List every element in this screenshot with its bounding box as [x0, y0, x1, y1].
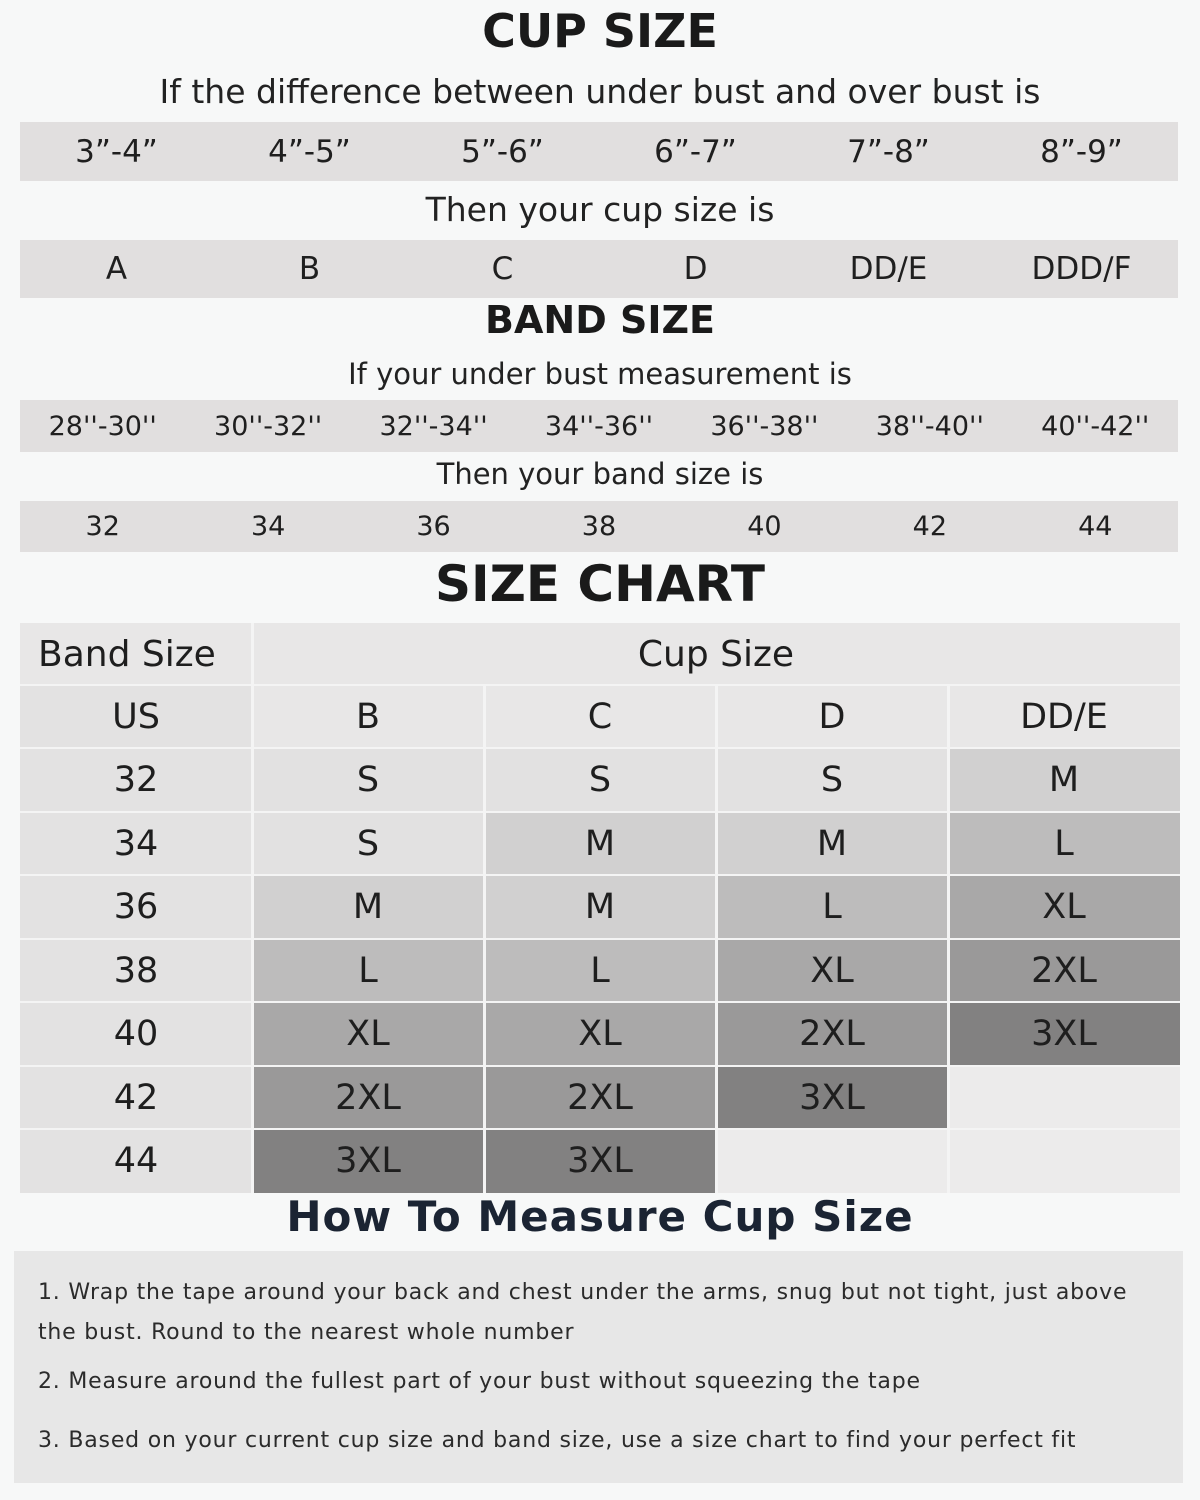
size-cell: L	[484, 939, 716, 1002]
size-cell: L	[252, 939, 484, 1002]
grid-row-divider	[20, 811, 1180, 813]
cup-letter-cell: A	[105, 251, 128, 287]
grid-row-divider	[20, 1065, 1180, 1067]
grid-row-divider	[20, 1001, 1180, 1003]
empty-cell	[716, 1129, 948, 1193]
size-cell: 3XL	[484, 1129, 716, 1193]
size-cell: L	[948, 812, 1180, 875]
size-cell: XL	[252, 1002, 484, 1066]
difference-cell: 8”-9”	[1040, 133, 1123, 170]
band-row-label: 40	[20, 1002, 252, 1066]
band-measurement-prompt: If your under bust measurement is	[348, 357, 852, 391]
cup-letter-cell: C	[491, 251, 514, 287]
grid-row-divider	[20, 1128, 1180, 1130]
size-cell: M	[948, 748, 1180, 812]
cup-column-header: C	[484, 685, 716, 748]
measurement-cell: 30''-32''	[214, 410, 323, 442]
size-cell: 3XL	[948, 1002, 1180, 1066]
difference-cell: 6”-7”	[654, 133, 737, 170]
band-row-label: 44	[20, 1129, 252, 1193]
measurement-cell: 28''-30''	[48, 410, 157, 442]
size-cell: L	[716, 875, 948, 939]
size-cell: 2XL	[484, 1066, 716, 1129]
difference-cell: 7”-8”	[847, 133, 930, 170]
howto-step-2: 2. Measure around the fullest part of your bust without squeezing the tape	[38, 1369, 921, 1394]
size-cell: XL	[948, 875, 1180, 939]
measurement-cell: 38''-40''	[875, 410, 984, 442]
empty-cell	[948, 1066, 1180, 1129]
band-size-cell: 40	[747, 511, 782, 542]
difference-cell: 4”-5”	[268, 133, 351, 170]
band-size-cell: 32	[85, 511, 120, 542]
size-cell: 2XL	[716, 1002, 948, 1066]
grid-row-divider	[20, 938, 1180, 940]
size-cell: XL	[716, 939, 948, 1002]
size-cell: S	[252, 812, 484, 875]
size-cell: 3XL	[252, 1129, 484, 1193]
grid-column-divider	[251, 623, 254, 1193]
size-cell: M	[252, 875, 484, 939]
difference-cell: 3”-4”	[75, 133, 158, 170]
size-cell: S	[252, 748, 484, 812]
howto-step-1: 1. Wrap the tape around your back and chest under the arms, snug but not tight, just above the bust. Round to the nearest whole number	[38, 1280, 1128, 1345]
band-size-cell: 34	[250, 511, 286, 542]
how-to-measure-title: How To Measure Cup Size	[286, 1192, 914, 1241]
cup-result-prompt: Then your cup size is	[425, 190, 775, 229]
cup-column-header: D	[716, 685, 948, 748]
cup-letter-cell: DDD/F	[1031, 251, 1132, 287]
grid-row-divider	[20, 747, 1180, 749]
difference-cell: 5”-6”	[461, 133, 544, 170]
band-row-label: 32	[20, 748, 252, 812]
band-size-cell: 44	[1078, 511, 1113, 542]
grid-row-divider	[20, 684, 1180, 686]
cup-column-header: B	[252, 685, 484, 748]
cup-letter-cell: B	[298, 251, 321, 287]
grid-column-divider	[483, 685, 486, 1193]
band-row-label: 42	[20, 1066, 252, 1129]
measurement-cell: 40''-42''	[1041, 410, 1150, 442]
size-cell: M	[716, 812, 948, 875]
region-label-cell: US	[20, 685, 252, 748]
cup-column-header: DD/E	[948, 685, 1180, 748]
band-row-label: 34	[20, 812, 252, 875]
cup-size-title: CUP SIZE	[482, 4, 718, 58]
howto-step-3: 3. Based on your current cup size and band size, use a size chart to find your perfect fit	[38, 1428, 1077, 1453]
band-size-cell: 36	[416, 511, 451, 542]
size-cell: 2XL	[252, 1066, 484, 1129]
band-result-prompt: Then your band size is	[436, 457, 764, 491]
size-cell: M	[484, 812, 716, 875]
band-size-header: Band Size	[20, 623, 252, 685]
size-cell: S	[484, 748, 716, 812]
cup-difference-prompt: If the difference between under bust and over bust is	[159, 72, 1041, 111]
band-size-title: BAND SIZE	[485, 298, 715, 342]
grid-column-divider	[947, 685, 950, 1193]
size-cell: M	[484, 875, 716, 939]
cup-letter-cell: D	[683, 251, 708, 287]
size-cell: XL	[484, 1002, 716, 1066]
size-chart-title: SIZE CHART	[434, 555, 766, 613]
grid-column-divider	[715, 685, 718, 1193]
empty-cell	[948, 1129, 1180, 1193]
size-cell: S	[716, 748, 948, 812]
size-cell: 2XL	[948, 939, 1180, 1002]
band-size-cell: 38	[581, 511, 617, 542]
measurement-cell: 36''-38''	[710, 410, 819, 442]
measurement-cell: 32''-34''	[379, 410, 488, 442]
cup-size-header: Cup Size	[252, 623, 1180, 685]
band-size-cell: 42	[912, 511, 947, 542]
size-cell: 3XL	[716, 1066, 948, 1129]
band-row-label: 38	[20, 939, 252, 1002]
cup-letter-cell: DD/E	[849, 251, 928, 287]
grid-row-divider	[20, 874, 1180, 876]
measurement-cell: 34''-36''	[544, 410, 654, 442]
band-row-label: 36	[20, 875, 252, 939]
